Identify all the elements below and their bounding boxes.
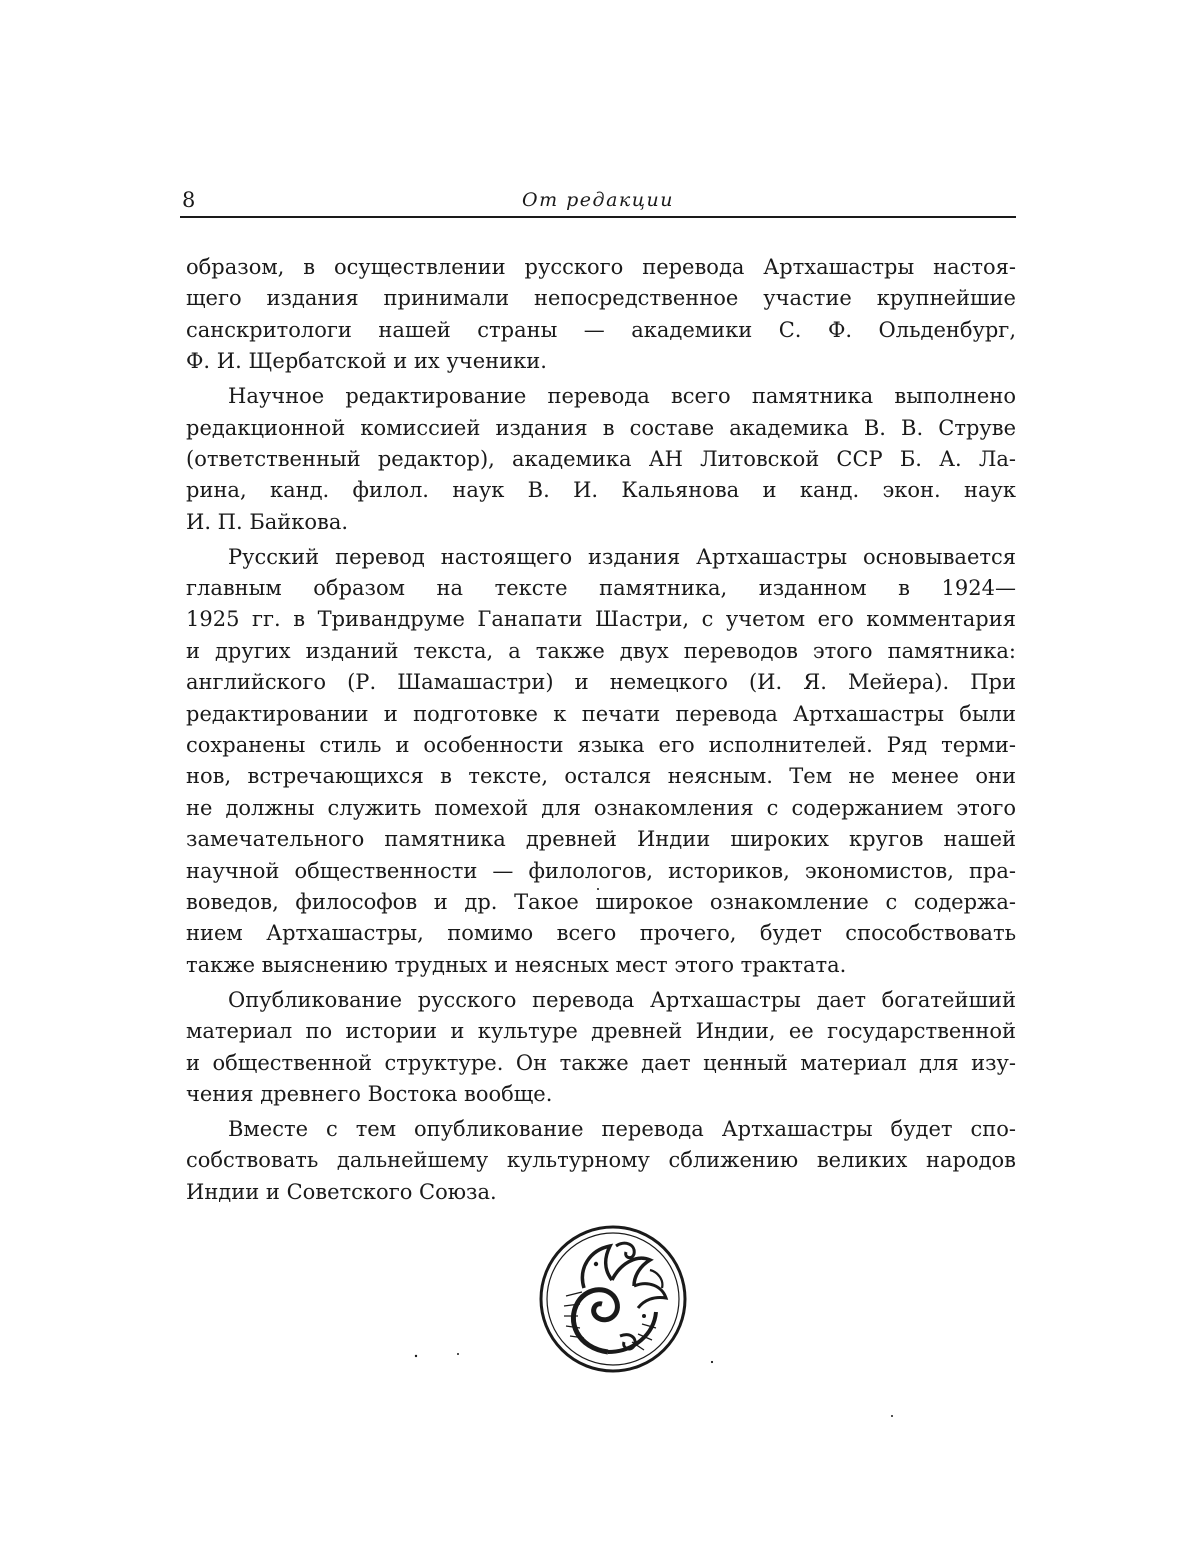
text-line: рина, канд. филол. наук В. И. Кальянова и канд. экон. наук (186, 478, 1016, 503)
text-line: Индии и Советского Союза. (186, 1179, 497, 1204)
text-line: Русский перевод настоящего издания Артхашастры основывается (228, 544, 1016, 569)
text-line: английского (Р. Шамашастри) и немецкого (И. Я. Мейера). При (186, 670, 1016, 695)
paragraph (186, 252, 1016, 378)
text-line: и других изданий текста, а также двух переводов этого памятника: (186, 638, 1016, 663)
paragraph (186, 985, 1016, 1111)
text-line: 1925 гг. в Тривандруме Ганапати Шастри, с учетом его комментария (186, 607, 1016, 632)
paragraph (186, 1114, 1016, 1208)
text-line: редактировании и подготовке к печати перевода Артхашастры были (186, 701, 1016, 726)
text-line: нием Артхашастры, помимо всего прочего, будет способствовать (186, 921, 1016, 946)
body-text (186, 252, 1016, 1208)
text-line: замечательного памятника древней Индии широких кругов нашей (186, 827, 1016, 852)
text-line: нов, встречающихся в тексте, остался неясным. Тем не менее они (186, 764, 1016, 789)
text-line: материал по истории и культуре древней Индии, ее государственной (186, 1019, 1016, 1044)
paragraph (186, 542, 1016, 981)
page-number: 8 (182, 188, 196, 212)
text-line: научной общественности — филологов, историков, экономистов, пра- (186, 858, 1016, 883)
section-title: От редакции (522, 189, 674, 211)
text-line: Опубликование русского перевода Артхашастры дает богатейший (228, 987, 1016, 1012)
text-line: (ответственный редактор), академика АН Литовской ССР Б. А. Ла- (186, 446, 1016, 471)
text-line: Вместе с тем опубликование перевода Артхашастры будет спо- (228, 1116, 1016, 1141)
text-line: не должны служить помехой для ознакомления с содержанием этого (186, 795, 1016, 820)
text-line: редакционной комиссией издания в составе академика В. В. Струве (186, 415, 1016, 440)
text-line: собствовать дальнейшему культурному сближению великих народов (186, 1148, 1016, 1173)
text-line: сохранены стиль и особенности языка его исполнителей. Ряд терми- (186, 733, 1016, 758)
text-line: воведов, философов и др. Такое широкое ознакомление с содержа- (186, 890, 1016, 914)
text-line: И. П. Байкова. (186, 509, 349, 534)
text-line: Научное редактирование перевода всего памятника выполнено (228, 384, 1016, 409)
text-line: образом, в осуществлении русского перевода Артхашастры настоя- (186, 255, 1016, 279)
paragraph (186, 381, 1016, 538)
text-line: также выяснению трудных и неясных мест этого трактата. (186, 952, 847, 977)
text-line: главным образом на тексте памятника, изданном в 1924— (186, 576, 1016, 601)
running-head (180, 186, 1016, 218)
text-line: щего издания принимали непосредственное участие крупнейшие (186, 286, 1016, 311)
text-line: Ф. И. Щербатской и их ученики. (186, 349, 547, 374)
text-line: и общественной структуре. Он также дает ценный материал для изу- (186, 1050, 1016, 1075)
text-line: санскритологи нашей страны — академики С. Ф. Ольденбург, (186, 317, 1016, 342)
ornament-vignette-icon (538, 1224, 688, 1374)
text-line: чения древнего Востока вообще. (186, 1081, 553, 1106)
